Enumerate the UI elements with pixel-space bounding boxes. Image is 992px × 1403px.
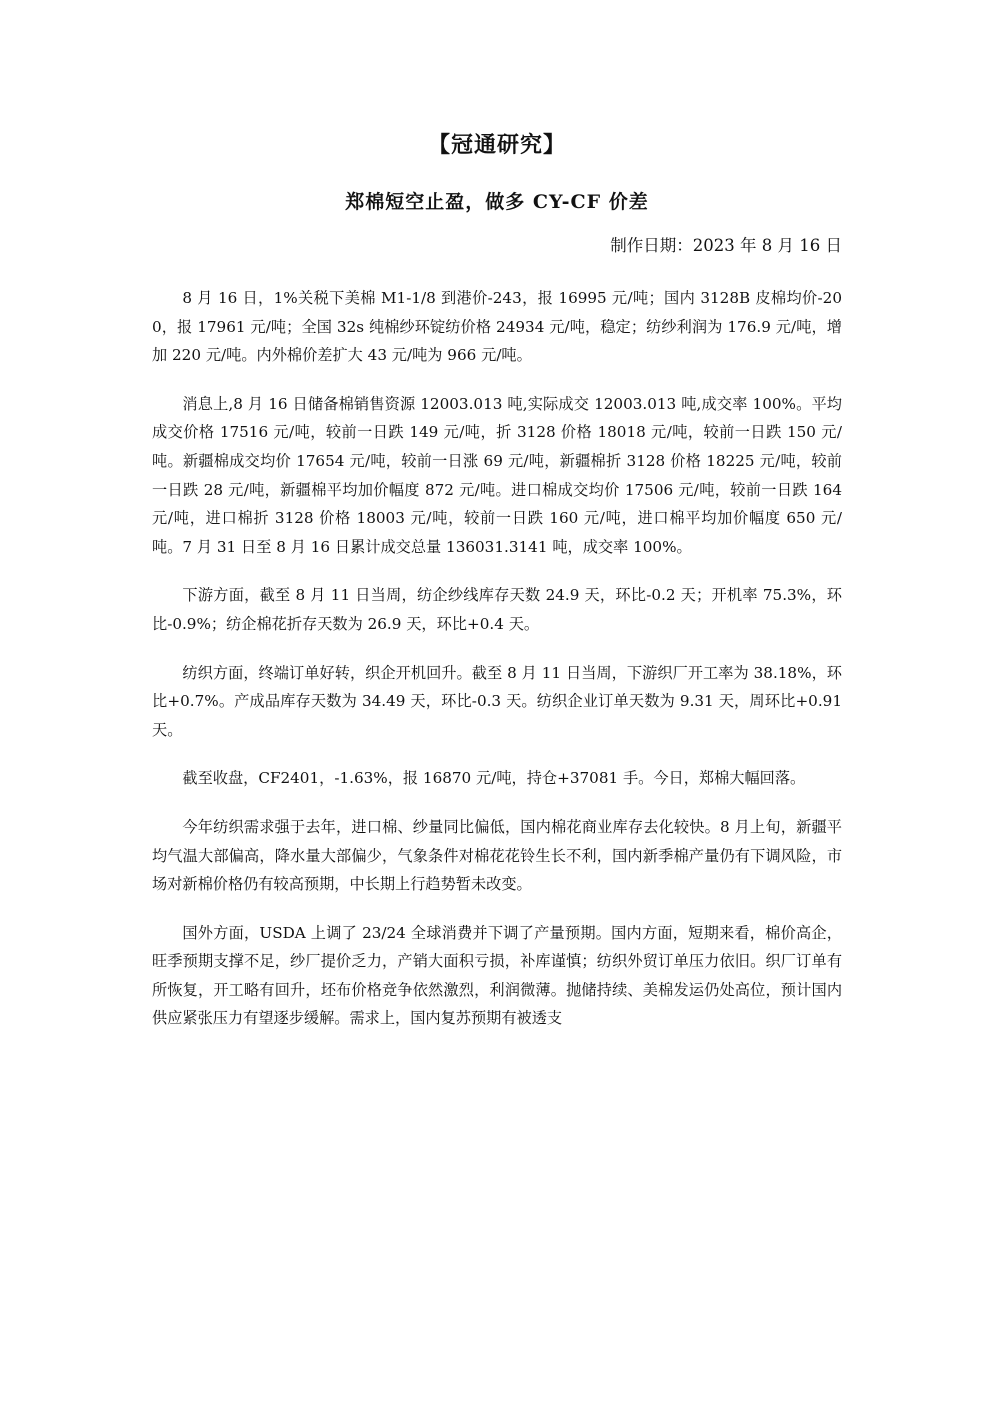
paragraph-reserve-auction: 消息上,8 月 16 日储备棉销售资源 12003.013 吨,实际成交 12003.013 吨,成交率 100%。平均成交价格 17516 元/吨，较前一日跌 149 元/吨，折 3128 价格 18018 元/吨，较前一日跌 150 元/吨。新疆棉成交均价 17654 元/吨，较前一日涨 69 元/吨，新疆棉折 3128 价格 18225 元/吨，较前一日跌 28 元/吨，新疆棉平均加价幅度 872 元/吨。进口棉成交均价 17506 元/吨，较前一日跌 164 元/吨，进口棉折 3128 价格 18003 元/吨，较前一日跌 160 元/吨，进口棉平均加价幅度 650 元/吨。7 月 31 日至 8 月 16 日累计成交总量 136031.3141 吨，成交率 100%。 [152,394,842,556]
paragraph-close: 截至收盘，CF2401，-1.63%，报 16870 元/吨，持仓+37081 手。今日，郑棉大幅回落。 [182,769,806,788]
paragraph-weaving: 纺织方面，终端订单好转，织企开机回升。截至 8 月 11 日当周，下游织厂开工率为 38.18%，环比+0.7%。产成品库存天数为 34.49 天，环比-0.3 天。纺织企业订单天数为 9.31 天，周环比+0.91 天。 [152,663,842,739]
paragraph-international: 国外方面，USDA 上调了 23/24 全球消费并下调了产量预期。国内方面，短期来看，棉价高企，旺季预期支撑不足，纱厂提价乏力，产销大面积亏损，补库谨慎；纺织外贸订单压力依旧。织厂订单有所恢复，开工略有回升，坯布价格竞争依然激烈，利润微薄。抛储持续、美棉发运仍处高位，预计国内供应紧张压力有望逐步缓解。需求上，国内复苏预期有被透支 [152,923,842,1028]
paragraph-downstream: 下游方面，截至 8 月 11 日当周，纺企纱线库存天数 24.9 天，环比-0.2 天；开机率 75.3%，环比-0.9%；纺企棉花折存天数为 26.9 天，环比+0.4 天。 [152,586,842,633]
report-body [152,284,842,1053]
report-title: 郑棉短空止盈，做多 CY-CF 价差 [345,191,649,213]
paragraph-outlook: 今年纺织需求强于去年，进口棉、纱量同比偏低，国内棉花商业库存去化较快。8 月上旬，新疆平均气温大部偏高，降水量大部偏少，气象条件对棉花花铃生长不利，国内新季棉产量仍有下调风险，市场对新棉价格仍有较高预期，中长期上行趋势暂未改变。 [152,817,842,894]
brand-heading: 【冠通研究】 [427,132,566,158]
paragraph-prices: 8 月 16 日，1%关税下美棉 M1-1/8 到港价-243，报 16995 元/吨；国内 3128B 皮棉均价-200，报 17961 元/吨；全国 32s 纯棉纱环锭纺价格 24934 元/吨，稳定；纺纱利润为 176.9 元/吨，增加 220 元/吨。内外棉价差扩大 43 元/吨为 966 元/吨。 [152,289,842,365]
report-date: 制作日期：2023 年 8 月 16 日 [610,236,842,255]
